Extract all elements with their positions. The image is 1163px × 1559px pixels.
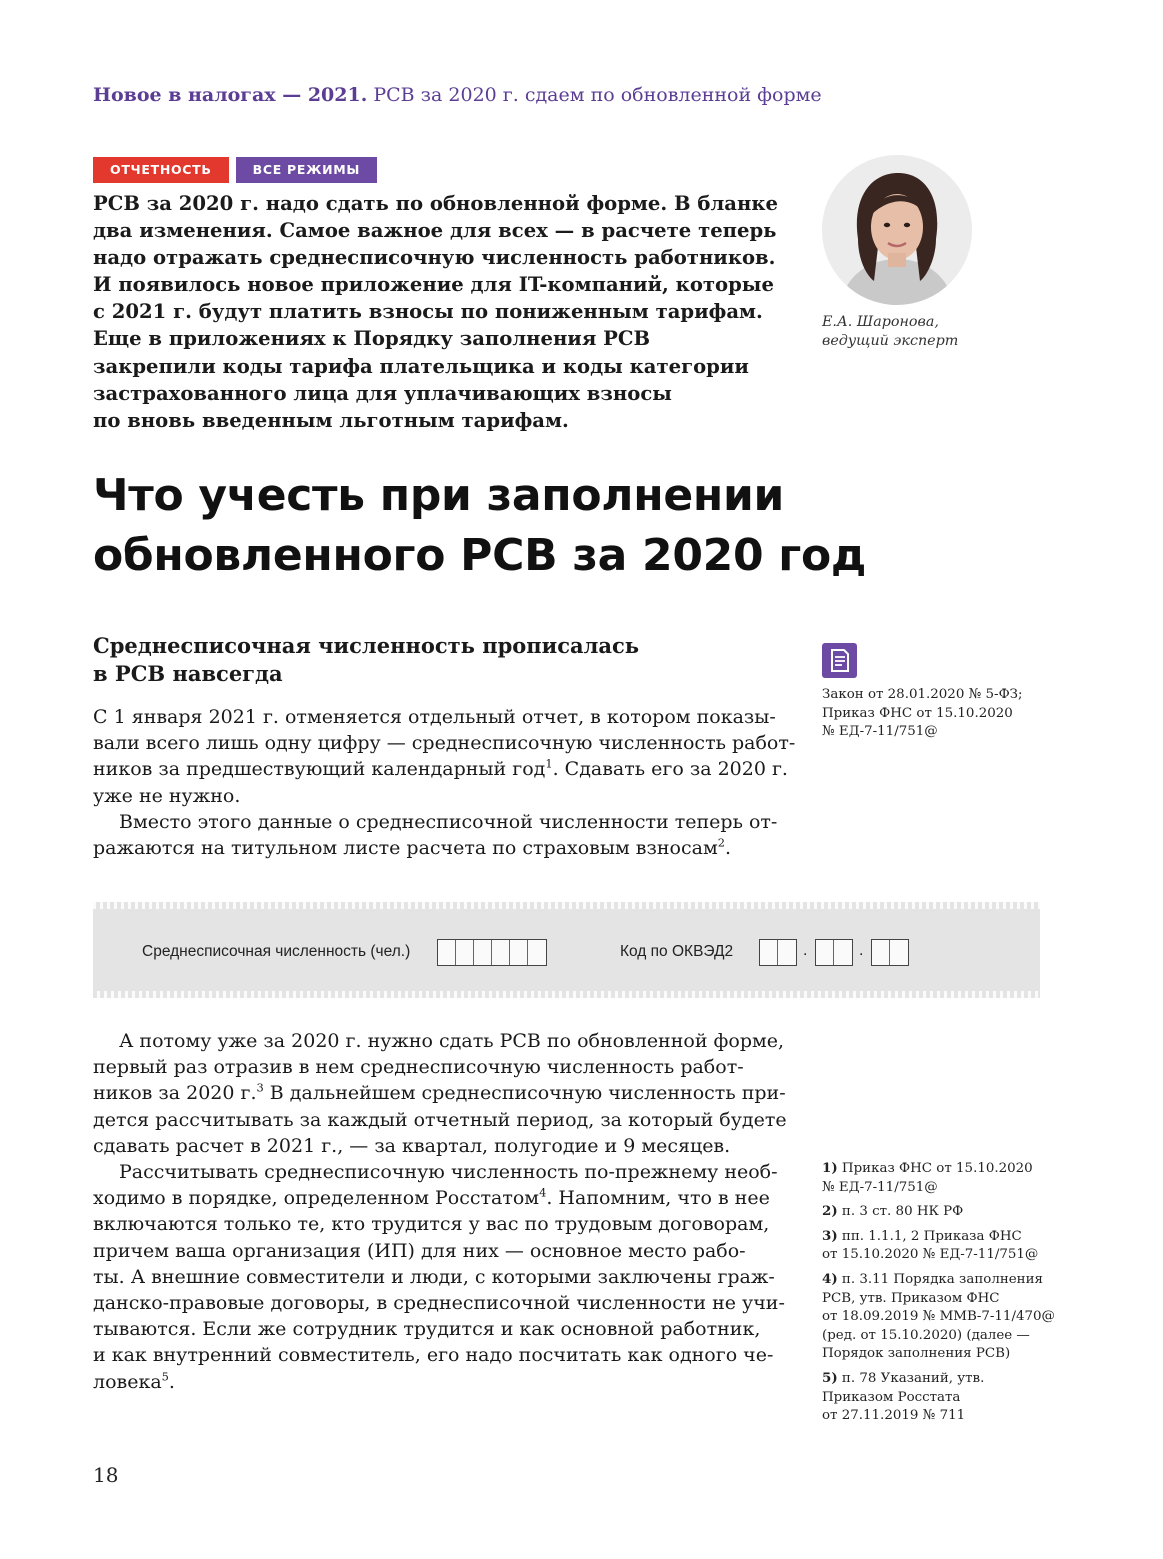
lead-line: Еще в приложениях к Порядку заполнения РСВ <box>93 327 651 351</box>
footnote-ref: 1 <box>545 757 553 772</box>
subheading-line: в РСВ навсегда <box>93 661 283 686</box>
form-excerpt <box>93 902 1040 998</box>
body-line: ты. А внешние совместители и люди, с которыми заключены граж- <box>93 1265 775 1288</box>
footnotes <box>822 1159 1062 1431</box>
body-text-run: . <box>724 837 732 860</box>
lead-line: закрепили коды тарифа плательщика и коды категории <box>93 354 749 378</box>
author-caption <box>822 313 958 351</box>
body-text-run: ловека <box>93 1370 162 1393</box>
footnote-text: п. 78 Указаний, утв. <box>841 1370 985 1386</box>
footnote <box>822 1227 1062 1265</box>
body-line: данско-правовые договоры, в среднесписочной численности не учи- <box>93 1292 785 1315</box>
okved-cells-group-3 <box>871 939 909 966</box>
body-text-run: . Сдавать его за 2020 г. <box>552 758 788 781</box>
running-head <box>93 84 822 106</box>
article-title <box>93 466 866 586</box>
okved-separator: . <box>803 942 808 959</box>
body-line <box>93 1185 768 1211</box>
title-line: обновленного РСВ за 2020 год <box>93 530 867 581</box>
headcount-label: Среднесписочная численность (чел.) <box>142 943 411 960</box>
body-line <box>93 1369 768 1395</box>
lead-line: застрахованного лица для уплачивающих взносы <box>93 381 672 405</box>
running-head-section: Новое в налогах — 2021. <box>93 84 368 106</box>
lead-line: надо отражать среднесписочную численность работников. <box>93 246 776 270</box>
body-text-run: ражаются на титульном листе расчета по страховым взносам <box>93 837 718 860</box>
author-portrait-illustration <box>822 155 972 305</box>
body-line: причем ваша организация (ИП) для них — основное место рабо- <box>93 1239 746 1262</box>
document-icon <box>822 643 857 678</box>
section-subheading <box>93 632 639 688</box>
footnote <box>822 1369 1062 1426</box>
author-role: ведущий эксперт <box>822 333 959 349</box>
footnote-text: Приказ ФНС от 15.10.2020 <box>841 1161 1033 1176</box>
footnote-text: от 15.10.2020 № ЕД-7-11/751@ <box>822 1247 1039 1263</box>
body-text-run: . Напомним, что в нее <box>546 1187 770 1210</box>
body-line: включаются только те, кто трудится у вас по трудовым договорам, <box>93 1213 770 1236</box>
footnote-text: п. 3 ст. 80 НК РФ <box>841 1204 964 1220</box>
tag-reporting: ОТЧЕТНОСТЬ <box>93 157 229 183</box>
body-line <box>93 835 768 861</box>
footnote-ref: 4 <box>539 1185 547 1200</box>
body-line <box>93 756 788 782</box>
footnote-text: РСВ, утв. Приказом ФНС <box>822 1290 1000 1306</box>
footnote-text: п. 3.11 Порядка заполнения <box>841 1271 1043 1287</box>
body-text-top <box>93 704 796 861</box>
title-line: Что учесть при заполнении <box>93 470 785 521</box>
body-line: первый раз отразив в нем среднесписочную численность работ- <box>93 1056 744 1079</box>
body-line: уже не нужно. <box>93 784 241 807</box>
body-text-run: В дальнейшем среднесписочную численность при- <box>263 1082 786 1105</box>
running-head-article: РСВ за 2020 г. сдаем по обновленной форме <box>373 84 822 106</box>
footnote-text: от 27.11.2019 № 711 <box>822 1408 966 1424</box>
body-line: Вместо этого данные о среднесписочной численности теперь от- <box>119 810 778 833</box>
headcount-cells <box>437 939 547 966</box>
legal-basis-line: Приказ ФНС от 15.10.2020 <box>822 705 1013 721</box>
footnote-text: пп. 1.1.1, 2 Приказа ФНС <box>841 1228 1022 1244</box>
author-photo <box>822 155 972 305</box>
lead-paragraph <box>93 190 783 434</box>
lead-line: РСВ за 2020 г. надо сдать по обновленной форме. В бланке <box>93 192 778 215</box>
body-line: дется рассчитывать за каждый отчетный период, за который будете <box>93 1108 787 1131</box>
subheading-line: Среднесписочная численность прописалась <box>93 633 640 658</box>
body-line: и как внутренний совместитель, его надо посчитать как одного че- <box>93 1344 774 1367</box>
lead-line: два изменения. Самое важное для всех — в расчете теперь <box>93 219 777 243</box>
footnote-ref: 2 <box>717 835 725 850</box>
okved-label: Код по ОКВЭД2 <box>620 943 734 960</box>
footnote-number: 2) <box>822 1203 838 1220</box>
okved-separator: . <box>859 942 864 959</box>
body-text-bottom <box>93 1028 787 1395</box>
body-text-run: ходимо в порядке, определенном Росстатом <box>93 1187 540 1210</box>
footnote-number: 4) <box>822 1270 838 1287</box>
legal-basis-line: Закон от 28.01.2020 № 5-ФЗ; <box>822 687 1023 702</box>
footnote-number: 1) <box>822 1160 838 1176</box>
author-name: Е.А. Шаронова, <box>822 314 939 330</box>
body-line: сдавать расчет в 2021 г., — за квартал, полугодие и 9 месяцев. <box>93 1134 731 1157</box>
legal-basis-line: № ЕД-7-11/751@ <box>822 724 938 739</box>
footnote <box>822 1270 1062 1364</box>
body-text-run: . <box>168 1370 175 1393</box>
body-line <box>93 1080 786 1106</box>
body-line: С 1 января 2021 г. отменяется отдельный отчет, в котором показы- <box>93 706 776 728</box>
footnote-text: от 18.09.2019 № ММВ-7-11/470@ <box>822 1309 1055 1325</box>
lead-line: с 2021 г. будут платить взносы по пониженным тарифам. <box>93 300 763 324</box>
lead-line: по вновь введенным льготным тарифам. <box>93 408 569 432</box>
footnote <box>822 1159 1062 1197</box>
footnote-ref: 3 <box>256 1081 264 1096</box>
footnote-text: (ред. от 15.10.2020) (далее — <box>822 1327 1030 1343</box>
torn-edge-top <box>93 902 1040 909</box>
body-line: Рассчитывать среднесписочную численность по-прежнему необ- <box>119 1161 778 1184</box>
footnote-number: 3) <box>822 1227 838 1244</box>
okved-cells-group-2 <box>815 939 853 966</box>
body-text-run: ников за предшествующий календарный год <box>93 758 546 781</box>
footnote <box>822 1202 1062 1222</box>
legal-basis-note <box>822 686 1023 742</box>
body-line: тываются. Если же сотрудник трудится и как основной работник, <box>93 1318 761 1341</box>
body-text-run: ников за 2020 г. <box>93 1082 257 1105</box>
footnote-text: Приказом Росстата <box>822 1389 961 1405</box>
body-line: вали всего лишь одну цифру — среднесписочную численность работ- <box>93 732 796 755</box>
page-number: 18 <box>93 1463 119 1487</box>
footnote-text: Порядок заполнения РСВ) <box>822 1346 1011 1362</box>
footnote-text: № ЕД-7-11/751@ <box>822 1179 938 1195</box>
footnote-ref: 5 <box>161 1369 169 1384</box>
footnote-number: 5) <box>822 1369 838 1386</box>
torn-edge-bottom <box>93 991 1040 998</box>
lead-line: И появилось новое приложение для IT-компаний, которые <box>93 273 774 297</box>
rubric-tags <box>93 157 377 183</box>
body-line: А потому уже за 2020 г. нужно сдать РСВ по обновленной форме, <box>119 1030 785 1052</box>
okved-cells-group-1 <box>759 939 797 966</box>
tag-all-regimes: ВСЕ РЕЖИМЫ <box>236 157 377 183</box>
